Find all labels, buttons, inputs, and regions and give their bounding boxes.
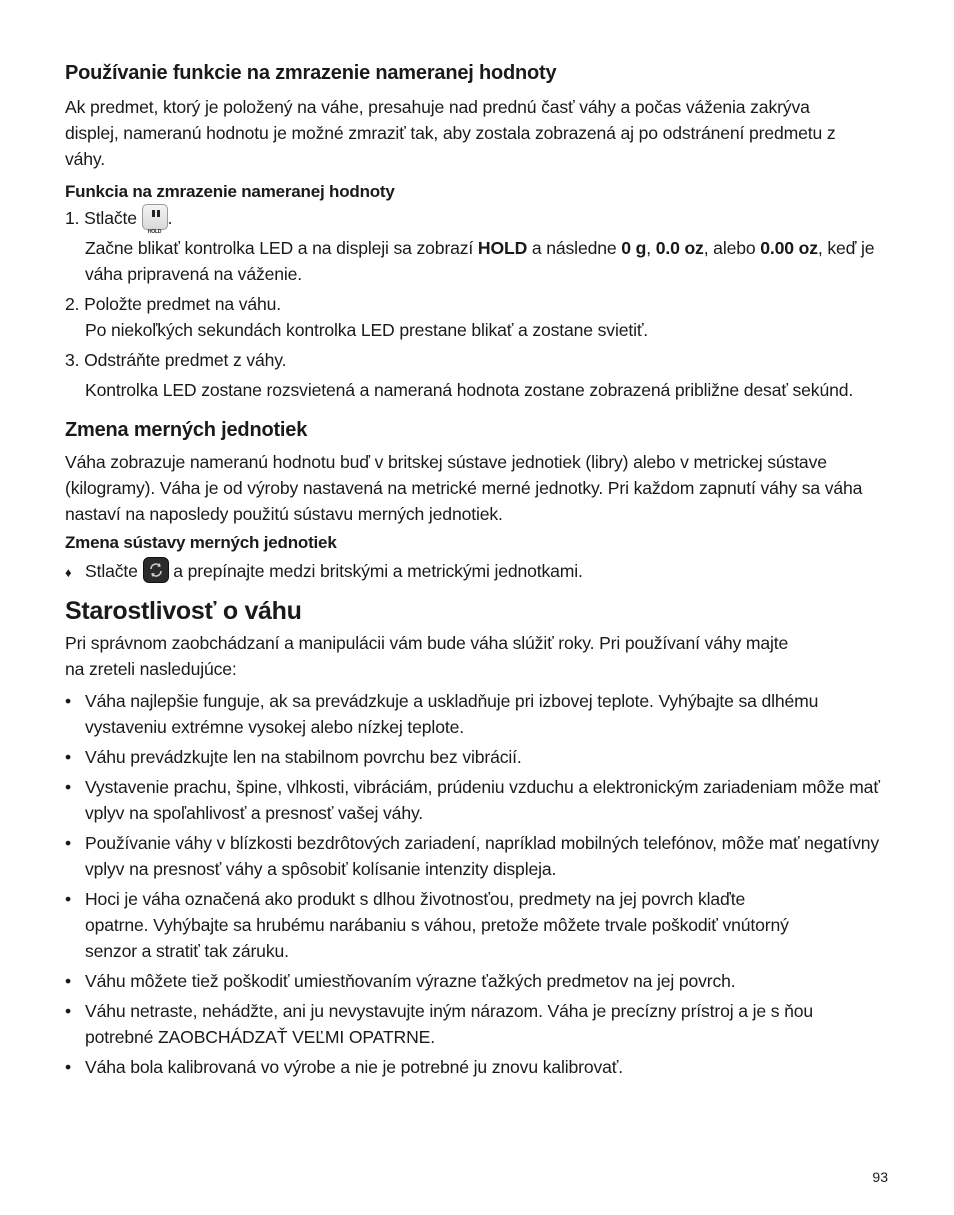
bullet-dot: • xyxy=(65,691,72,711)
hold-intro: Ak predmet, ktorý je položený na váhe, presahuje nad prednú časť váhy a počas váženia zakrýva displej, nameranú hodnotu je možné zmraziť tak, aby zostala zobrazená aj po odstránení predmetu z váhy. xyxy=(65,97,836,169)
list-item xyxy=(65,968,885,994)
list-item xyxy=(65,830,885,882)
diamond-bullet: ♦ xyxy=(65,565,72,580)
zero-oz: 0.0 oz xyxy=(655,238,704,258)
list-item-text: Váha bola kalibrovaná vo výrobe a nie je potrebné ju znovu kalibrovať. xyxy=(85,1057,623,1077)
manual-page xyxy=(65,58,885,1084)
step-2-detail: Po niekoľkých sekundách kontrolka LED prestane blikať a zostane svietiť. xyxy=(85,320,649,340)
comma: , xyxy=(646,238,656,258)
units-intro: Váha zobrazuje nameranú hodnotu buď v britskej sústave jednotiek (libry) alebo v metrickej sústave (kilogramy). Váha je od výroby nastavená na metrické merné jednotky. Pri každom zapnutí váhy sa váha nastaví na naposledy použitú sústavu merných jednotiek. xyxy=(65,452,863,524)
care-intro: Pri správnom zaobchádzaní a manipulácii vám bude váha slúžiť roky. Pri používaní váhy majte na zreteli nasledujúce: xyxy=(65,633,789,679)
list-item xyxy=(65,998,885,1050)
list-item xyxy=(65,1054,885,1080)
units-subheading: Zmena sústavy merných jednotiek xyxy=(65,533,337,552)
list-item-text: Váhu môžete tiež poškodiť umiestňovaním výrazne ťažkých predmetov na jej povrch. xyxy=(85,971,736,991)
units-step-suffix: a prepínajte medzi britskými a metrickými jednotkami. xyxy=(168,561,583,581)
step-1-detail-text-c: , keď je váha pripravená na váženie. xyxy=(85,238,875,284)
list-item-text: Váha najlepšie funguje, ak sa prevádzkuje a uskladňuje pri izbovej teplote. Vyhýbajte sa dlhému vystaveniu extrémne vysokej alebo nízkej teplote. xyxy=(85,691,819,737)
list-item-text: Váhu prevádzkujte len na stabilnom povrchu bez vibrácií. xyxy=(85,747,522,767)
hold-display-text: HOLD xyxy=(477,238,528,258)
step-1-prefix: 1. Stlačte xyxy=(65,208,137,228)
bullet-dot: • xyxy=(65,1001,72,1021)
list-item-text: Váhu netraste, nehádžte, ani ju nevystavujte iným nárazom. Váha je precízny prístroj a je s ňou potrebné ZAOBCHÁDZAŤ VEĽMI OPATRNE. xyxy=(85,1001,814,1047)
care-list xyxy=(65,688,885,1080)
unit-switch-key-icon xyxy=(143,557,169,583)
bullet-dot: • xyxy=(65,747,72,767)
alebo-text: , alebo xyxy=(703,238,761,258)
step-1-detail-text-b: a následne xyxy=(527,238,622,258)
list-item xyxy=(65,774,885,826)
step-2: 2. Položte predmet na váhu. xyxy=(65,294,282,314)
bullet-dot: • xyxy=(65,833,72,853)
list-item-text: Vystavenie prachu, špine, vlhkosti, vibráciám, prúdeniu vzduchu a elektronickým zariadeniam môže mať vplyv na spoľahlivosť a presnosť vašej váhy. xyxy=(85,777,880,823)
list-item xyxy=(65,886,805,964)
list-item-text: Používanie váhy v blízkosti bezdrôtových zariadení, napríklad mobilných telefónov, môže mať negatívny vplyv na presnosť váhy a spôsobiť kolísanie intenzity displeja. xyxy=(85,833,880,879)
step-1-detail-text: Začne blikať kontrolka LED a na displeji sa zobrazí xyxy=(85,238,478,258)
hold-key-icon xyxy=(142,204,168,235)
bullet-dot: • xyxy=(65,971,72,991)
list-item-text: Hoci je váha označená ako produkt s dlhou životnosťou, predmety na jej povrch klaďte opatrne. Vyhýbajte sa hrubému narábaniu s váhou, pretože môžete trvale poškodiť vnútorný senzor a stratiť tak záruku. xyxy=(85,889,789,961)
bullet-dot: • xyxy=(65,1057,72,1077)
page-number: 93 xyxy=(872,1169,888,1185)
units-step xyxy=(65,557,885,586)
bullet-dot: • xyxy=(65,889,72,909)
units-step-prefix: Stlačte xyxy=(85,561,138,581)
hold-key-label: HOLD xyxy=(147,229,162,235)
zero-zero-oz: 0.00 oz xyxy=(760,238,818,258)
list-item xyxy=(65,744,885,770)
step-3-detail: Kontrolka LED zostane rozsvietená a nameraná hodnota zostane zobrazená približne desať sekúnd. xyxy=(85,380,854,400)
section-heading-hold: Používanie funkcie na zmrazenie nameranej hodnoty xyxy=(65,62,557,84)
section-heading-units: Zmena merných jednotiek xyxy=(65,419,308,441)
step-1 xyxy=(65,204,885,235)
list-item xyxy=(65,688,885,740)
step-3: 3. Odstráňte predmet z váhy. xyxy=(65,350,287,370)
bullet-dot: • xyxy=(65,777,72,797)
step-1-detail xyxy=(65,235,885,287)
section-heading-care: Starostlivosť o váhu xyxy=(65,597,302,625)
hold-subheading: Funkcia na zmrazenie nameranej hodnoty xyxy=(65,182,395,201)
step-1-suffix: . xyxy=(167,208,173,228)
zero-grams: 0 g xyxy=(621,238,647,258)
